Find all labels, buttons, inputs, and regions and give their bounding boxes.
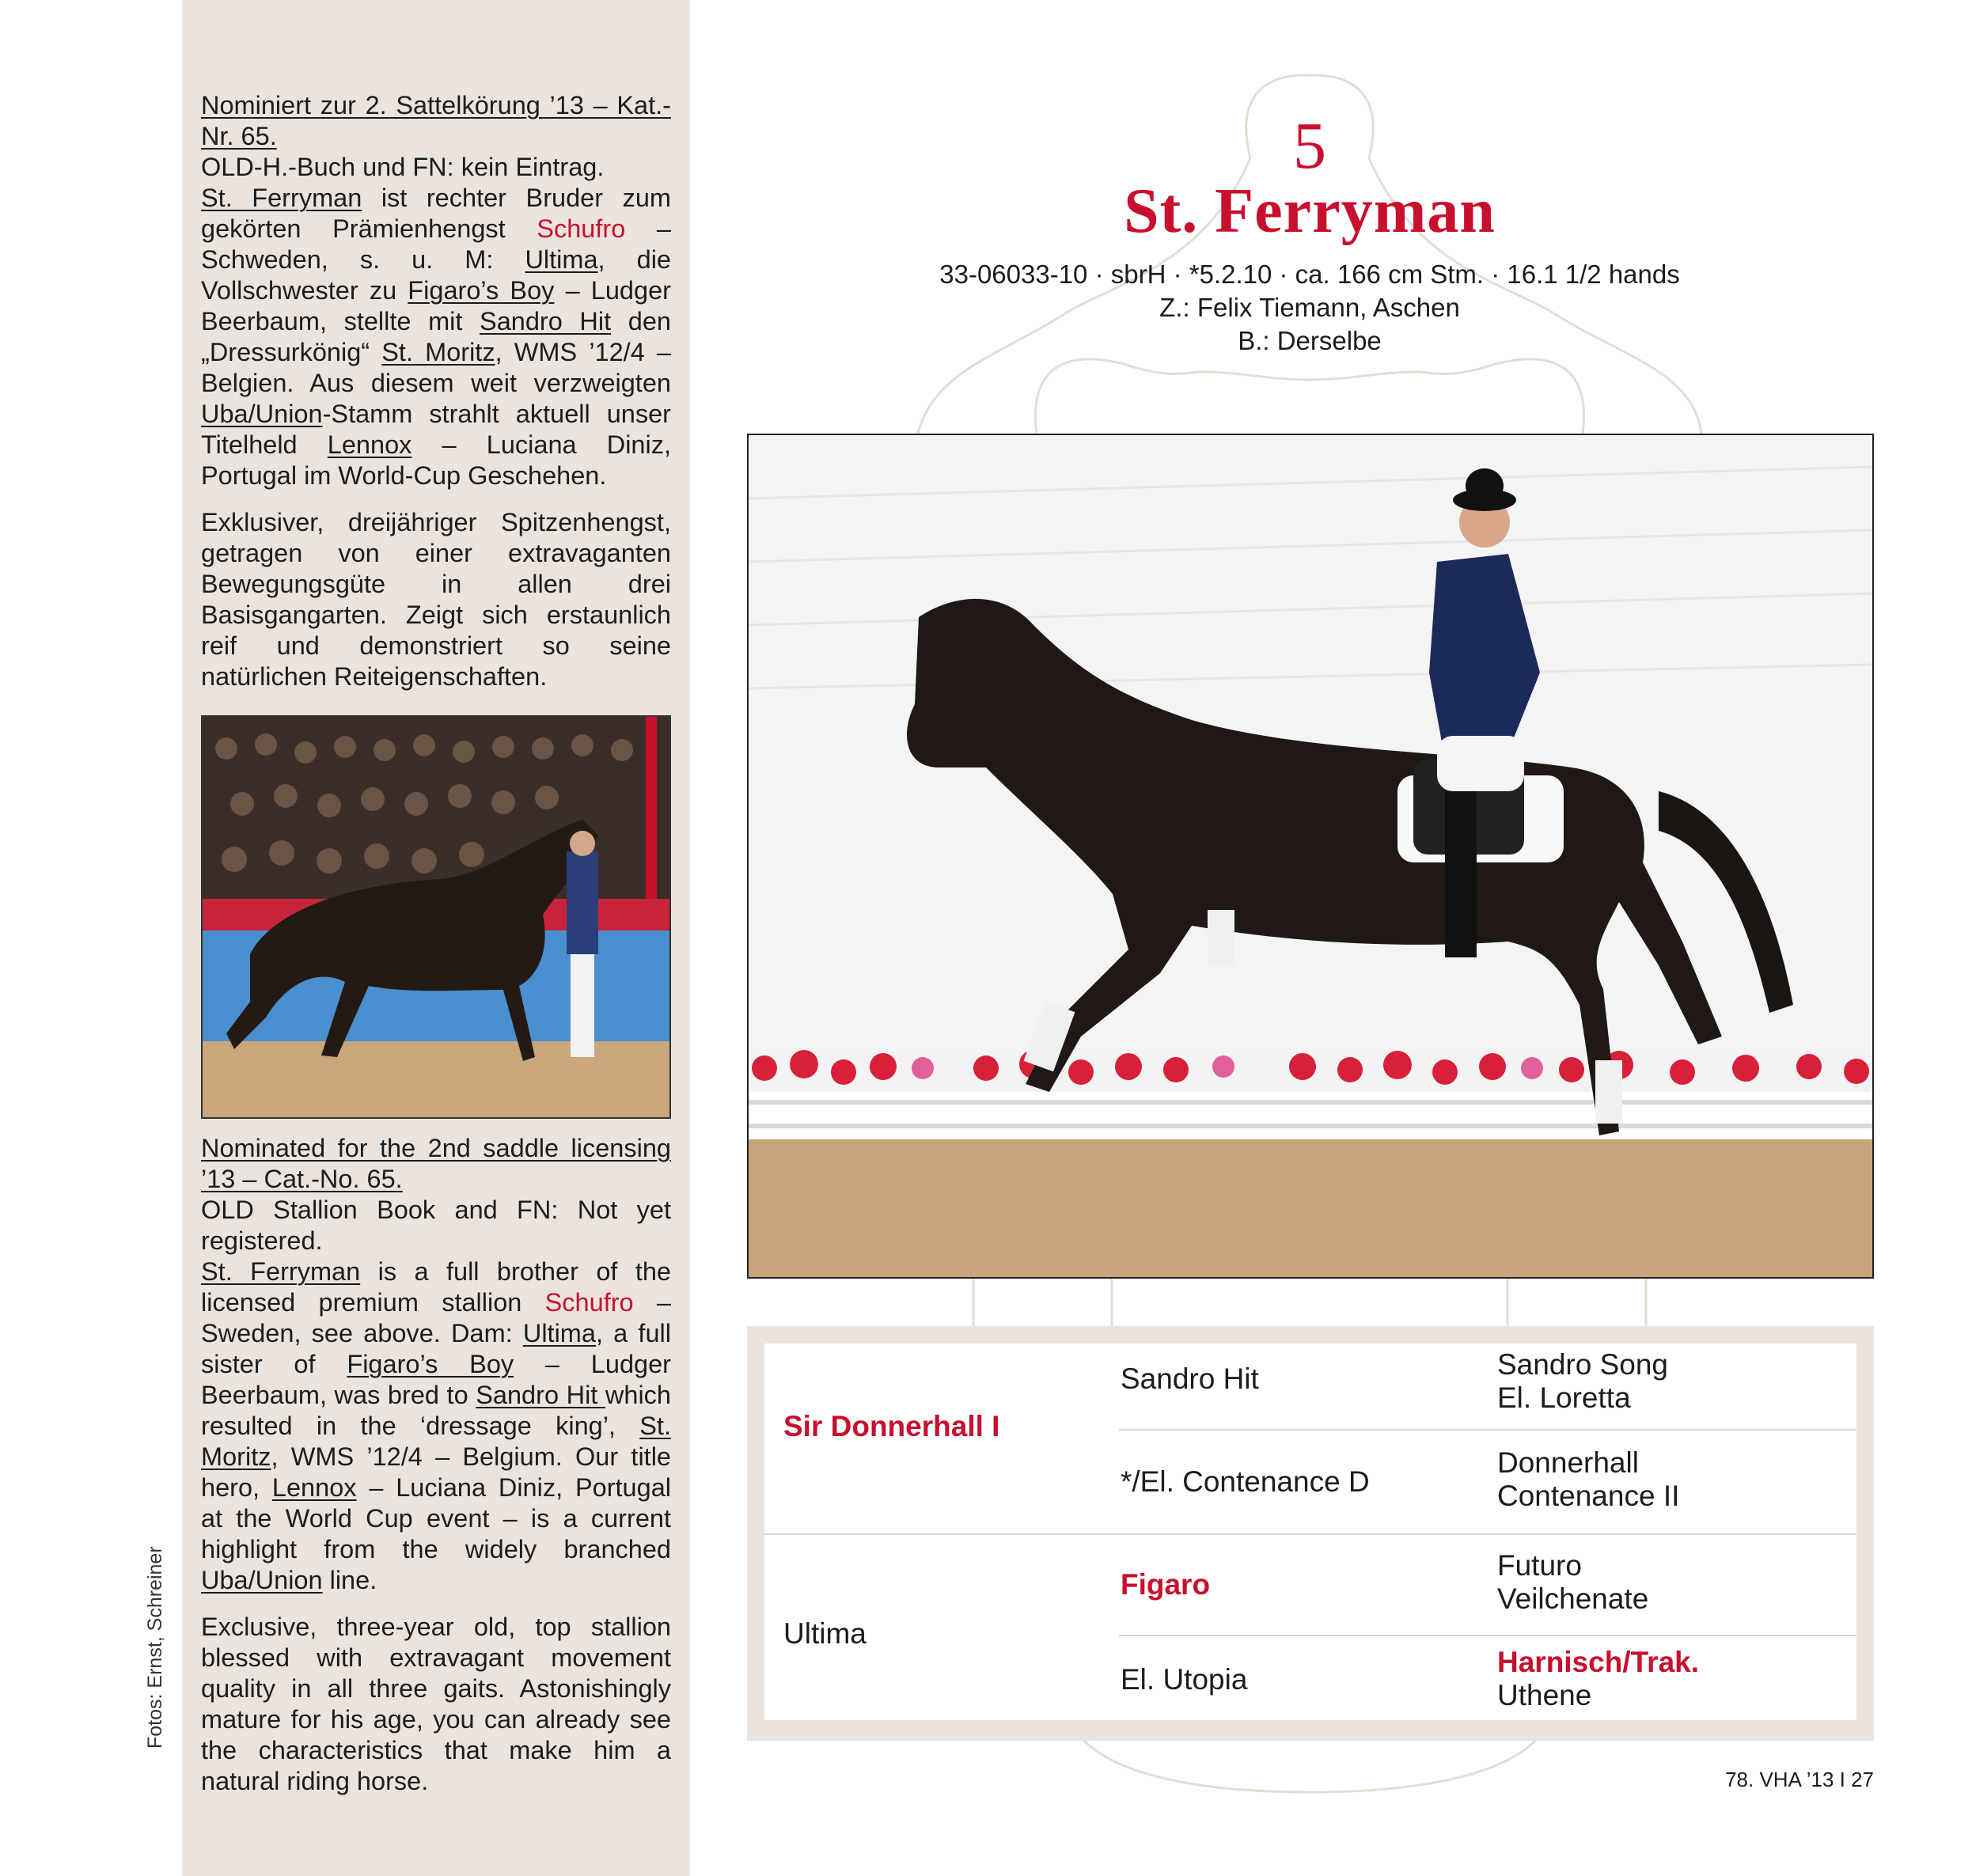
description-en: St. Ferryman is a full brother of the licensed premium stallion Schufro – Sweden, see above. Dam: Ultima, a full sister of Figaro’s Boy – Ludger Beerbaum, was bred to Sandro Hit which resulted in the ‘dressage king’, St. Moritz, WMS ’12/4 – Belgium. Our title hero, Lennox – Luciana Diniz, Portugal at the World Cup event – is a current highlight from the widely branched Uba/Union line. <box>201 1257 672 1594</box>
nomination-en: Nominated for the 2nd saddle licensing ’13 – Cat.-No. 65. <box>201 1134 671 1193</box>
pedigree-divider <box>764 1533 1856 1535</box>
pedigree-sire-dam: */El. Contenance D <box>1121 1465 1370 1498</box>
studbook-en: OLD Stallion Book and FN: Not yet registered. <box>201 1196 671 1255</box>
pedigree-ds-dam: Veilchenate <box>1497 1582 1649 1615</box>
studbook-de: OLD-H.-Buch und FN: kein Eintrag. <box>201 153 605 181</box>
breeder: Z.: Felix Tiemann, Aschen <box>1159 293 1460 322</box>
pedigree-dam-dam: El. Utopia <box>1121 1663 1248 1696</box>
nomination-de: Nominiert zur 2. Sattelkörung ’13 – Kat.-Nr. 65. <box>201 91 671 150</box>
horse-name: St. Ferryman <box>1124 176 1496 246</box>
pedigree-divider <box>1119 1429 1856 1431</box>
pedigree-sire-sire: Sandro Hit <box>1121 1362 1259 1395</box>
pedigree-dd-dam: Uthene <box>1497 1679 1592 1711</box>
german-text <box>201 90 671 692</box>
presentation-photo <box>201 715 671 1119</box>
summary-de: Exklusiver, dreijähriger Spitzenhengst, getragen von einer extravaganten Bewegungsgüte in allen drei Basisgangarten. Zeigt sich erstaunlich reif und demonstriert so seine natürlichen Reiteigenschaften. <box>201 508 671 691</box>
pedigree-sd-sire: Donnerhall <box>1497 1446 1639 1479</box>
pedigree-ss-sire: Sandro Song <box>1497 1348 1669 1381</box>
pedigree-sire: Sir Donnerhall I <box>783 1410 1000 1442</box>
page-footer: 78. VHA ’13 I 27 <box>1725 1768 1874 1791</box>
description-de: St. Ferryman ist rechter Bruder zum gekörten Prämienhengst Schufro – Schweden, s. u. M: Ultima, die Vollschwester zu Figaro’s Boy – Ludger Beerbaum, stellte mit Sandro Hit den „Dressurkönig“ St. Moritz, WMS ’12/4 – Belgien. Aus diesem weit verzweigten Uba/Union-Stamm strahlt aktuell unser Titelheld Lennox – Luciana Diniz, Portugal im World-Cup Geschehen. <box>201 184 672 490</box>
english-text <box>201 1133 671 1797</box>
catalog-number: 5 <box>1293 109 1326 183</box>
pedigree-dd-sire: Harnisch/Trak. <box>1497 1646 1700 1678</box>
pedigree-ss-dam: El. Loretta <box>1497 1381 1631 1414</box>
pedigree-ds-sire: Futuro <box>1497 1549 1582 1582</box>
pedigree-dam: Ultima <box>783 1617 867 1650</box>
owner: B.: Derselbe <box>1238 326 1382 355</box>
pedigree-dam-sire: Figaro <box>1121 1568 1211 1601</box>
pedigree-sd-dam: Contenance II <box>1497 1480 1680 1512</box>
photo-credit: Fotos: Ernst, Schreiner <box>144 1546 166 1749</box>
dressage-photo <box>747 434 1874 1279</box>
summary-en: Exclusive, three-year old, top stallion blessed with extravagant movement quality in all three gaits. Astonishingly mature for his age, you can already see the characteristics that make him a natural riding horse. <box>201 1613 671 1795</box>
pedigree-divider <box>1119 1635 1856 1636</box>
horse-details: 33-06033-10 · sbrH · *5.2.10 · ca. 166 cm Stm. · 16.1 1/2 hands <box>939 260 1680 289</box>
